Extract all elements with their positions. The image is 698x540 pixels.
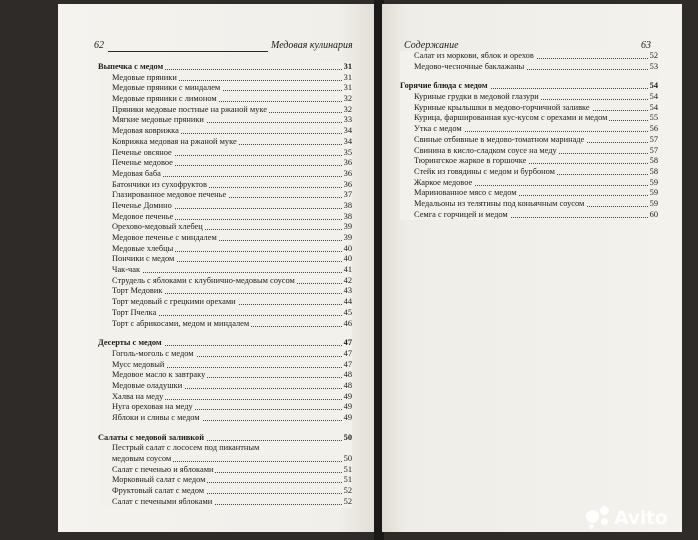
left-running-title: Медовая кулинария (271, 40, 353, 51)
entry-title: Пестрый салат с лососем под пикантным (112, 443, 260, 453)
left-page (58, 4, 376, 532)
entry-page-number: 37 (343, 190, 352, 200)
entry-page-number: 53 (649, 61, 658, 71)
entry-title: медовым соусом (112, 454, 172, 464)
entry-page-number: 49 (343, 402, 352, 412)
toc-entry (400, 146, 658, 157)
entry-title: Струдель с яблоками с клубнично-медовым соусом (112, 275, 295, 285)
entry-title: Мусс медовый (112, 359, 165, 369)
entry-title: Медовые пряники с лимоном (112, 94, 217, 104)
toc-section-heading (400, 81, 658, 92)
entry-page-number: 35 (343, 147, 352, 157)
entry-page-number: 54 (649, 81, 658, 91)
entry-page-number: 57 (649, 134, 658, 144)
entry-title: Свинина в кисло-сладком соусе на меду (414, 145, 557, 155)
toc-entry (400, 103, 658, 114)
entry-page-number: 36 (343, 158, 352, 168)
entry-page-number: 31 (343, 72, 352, 82)
entry-page-number: 50 (343, 432, 352, 442)
toc-entry (98, 381, 352, 392)
entry-page-number: 40 (343, 243, 352, 253)
toc-entry (98, 180, 352, 191)
toc-entry (98, 276, 352, 287)
toc-entry (98, 454, 352, 465)
entry-page-number: 52 (343, 486, 352, 496)
entry-title: Стейк из говядины с медом и бурбоном (414, 166, 555, 176)
toc-entry (400, 113, 658, 124)
toc-entry (98, 475, 352, 486)
entry-page-number: 45 (343, 307, 352, 317)
entry-title: Фруктовый салат с медом (112, 486, 205, 496)
toc-entry (400, 135, 658, 146)
toc-entry (98, 169, 352, 180)
toc-entry (98, 212, 352, 223)
entry-page-number: 36 (343, 168, 352, 178)
entry-page-number: 33 (343, 115, 352, 125)
entry-page-number: 39 (343, 233, 352, 242)
entry-page-number: 51 (343, 475, 352, 485)
entry-title: Медовое печенье с миндалем (112, 233, 217, 242)
toc-entry (400, 62, 658, 73)
toc-entry (400, 188, 658, 199)
entry-title: Чак-чак (112, 265, 141, 275)
entry-title: Медовое печенье (112, 211, 174, 221)
entry-page-number: 36 (343, 179, 352, 189)
toc-entry (400, 92, 658, 103)
section-title: Выпечка с медом (98, 62, 164, 71)
entry-title: Медовая баба (112, 168, 161, 178)
entry-page-number: 59 (649, 177, 658, 187)
entry-title: Коврижка медовая на ржаной муке (112, 136, 237, 146)
right-page-number: 63 (641, 40, 651, 51)
entry-title: Медовые пряники (112, 72, 177, 82)
toc-section-heading (98, 338, 352, 349)
entry-page-number: 32 (343, 104, 352, 114)
entry-page-number: 47 (343, 338, 352, 348)
entry-page-number: 49 (343, 391, 352, 401)
toc-entry (98, 265, 352, 276)
toc-entry (98, 465, 352, 476)
entry-page-number: 47 (343, 348, 352, 358)
section-spacer (98, 424, 352, 433)
section-spacer (98, 329, 352, 338)
entry-title: Маринованное мясо с медом (414, 188, 517, 198)
toc-entry (400, 51, 658, 62)
entry-title: Торт медовый с грецкими орехами (112, 297, 236, 307)
entry-page-number: 31 (343, 83, 352, 93)
toc-entry (98, 392, 352, 403)
entry-title: Медовые оладушки (112, 380, 183, 390)
toc-entry (98, 443, 352, 454)
entry-title: Гоголь-моголь с медом (112, 348, 194, 358)
left-toc (98, 62, 352, 508)
entry-title: Салат с печенью и яблоками (112, 464, 214, 474)
toc-entry (400, 199, 658, 210)
toc-entry (98, 105, 352, 116)
entry-title: Свиные отбивные в медово-томатном маринаде (414, 134, 585, 144)
entry-page-number: 52 (343, 496, 352, 506)
entry-page-number: 51 (343, 464, 352, 474)
entry-title: Нуга ореховая на меду (112, 402, 193, 412)
toc-entry (98, 137, 352, 148)
toc-section-heading (98, 433, 352, 444)
entry-page-number: 32 (343, 94, 352, 104)
entry-page-number: 59 (649, 198, 658, 208)
entry-title: Мягкие медовые пряники (112, 115, 204, 125)
entry-page-number: 41 (343, 265, 352, 275)
entry-page-number: 40 (343, 254, 352, 264)
entry-title: Торт Медовик (112, 286, 163, 296)
entry-title: Морковный салат с медом (112, 475, 206, 485)
entry-page-number: 59 (649, 188, 658, 198)
right-toc (400, 51, 658, 220)
entry-page-number: 58 (649, 166, 658, 176)
entry-title: Торт с абрикосами, медом и миндалем (112, 318, 250, 328)
entry-title: Печенье медовое (112, 158, 173, 168)
entry-title: Печенье овсяное (112, 147, 172, 157)
toc-entry (98, 126, 352, 137)
toc-section-heading (98, 62, 352, 73)
toc-entry (98, 190, 352, 201)
toc-entry (98, 158, 352, 169)
section-spacer (400, 72, 658, 81)
entry-title: Куриные крылышки в медово-горчичной заливке (414, 102, 590, 112)
section-title: Салаты с медовой заливкой (98, 432, 205, 442)
toc-entry (400, 156, 658, 167)
entry-page-number: 31 (343, 62, 352, 71)
section-title: Десерты с медом (98, 338, 162, 348)
entry-title: Яблоки и сливы с медом (112, 413, 200, 422)
entry-title: Глазированное медовое печенье (112, 190, 227, 200)
toc-entry (98, 308, 352, 319)
entry-page-number: 54 (649, 92, 658, 102)
section-title: Горячие блюда с медом (400, 81, 488, 91)
entry-page-number: 47 (343, 359, 352, 369)
left-page-number: 62 (94, 40, 104, 51)
entry-title: Салат с печеными яблоками (112, 496, 213, 506)
right-running-title: Содержание (404, 40, 459, 51)
avito-logo-icon (586, 506, 610, 530)
entry-page-number: 34 (343, 126, 352, 136)
entry-title: Семга с горчицей и медом (414, 209, 508, 219)
entry-page-number: 50 (343, 454, 352, 464)
entry-title: Медово-чесночные баклажаны (414, 61, 525, 71)
toc-entry (400, 210, 658, 221)
toc-entry (400, 178, 658, 189)
toc-entry (98, 148, 352, 159)
toc-entry (98, 486, 352, 497)
entry-page-number: 58 (649, 156, 658, 166)
entry-title: Жаркое медовое (414, 177, 473, 187)
entry-page-number: 48 (343, 380, 352, 390)
entry-page-number: 55 (649, 113, 658, 123)
toc-entry (98, 73, 352, 84)
entry-page-number: 48 (343, 370, 352, 380)
toc-entry (98, 115, 352, 126)
right-page (382, 4, 682, 532)
entry-page-number: 42 (343, 275, 352, 285)
dot-leader (120, 272, 344, 273)
toc-entry (98, 370, 352, 381)
entry-page-number: 57 (649, 145, 658, 155)
entry-title: Медальоны из телятины под коньячным соусом (414, 198, 585, 208)
entry-page-number: 38 (343, 200, 352, 210)
toc-entry (98, 94, 352, 105)
entry-page-number: 34 (343, 136, 352, 146)
entry-page-number: 44 (343, 297, 352, 307)
entry-page-number: 43 (343, 286, 352, 296)
avito-wordmark: Avito (614, 507, 668, 529)
entry-page-number: 49 (343, 413, 352, 422)
entry-title: Утка с медом (414, 124, 462, 134)
entry-page-number: 54 (649, 102, 658, 112)
entry-title: Медовое масло к завтраку (112, 370, 206, 380)
entry-title: Торт Пчелка (112, 307, 157, 317)
toc-entry (98, 254, 352, 265)
toc-entry (98, 83, 352, 94)
entry-page-number: 56 (649, 124, 658, 134)
avito-watermark (586, 504, 688, 532)
toc-entry (98, 497, 352, 508)
entry-title: Медовая коврижка (112, 126, 179, 136)
toc-entry (400, 167, 658, 178)
entry-title: Медовые пряники с миндалем (112, 83, 221, 93)
entry-title: Халва на меду (112, 391, 164, 401)
entry-title: Печенье Домино (112, 200, 172, 210)
entry-title: Батончики из сухофруктов (112, 179, 207, 189)
toc-entry (98, 297, 352, 308)
entry-title: Пончики с медом (112, 254, 175, 264)
toc-entry (98, 233, 352, 244)
entry-page-number: 46 (343, 318, 352, 328)
entry-title: Тюрингское жаркое в горшочке (414, 156, 527, 166)
entry-page-number: 38 (343, 211, 352, 221)
entry-page-number: 39 (343, 222, 352, 232)
toc-entry (98, 349, 352, 360)
toc-entry (98, 360, 352, 371)
entry-title: Пряники медовые постные на ржаной муке (112, 104, 267, 114)
toc-entry (98, 244, 352, 255)
entry-title: Орехово-медовый хлебец (112, 222, 203, 232)
toc-entry (98, 286, 352, 297)
entry-title: Салат из моркови, яблок и орехов (414, 51, 534, 60)
header-rule (108, 51, 268, 52)
entry-title: Медовые хлебцы (112, 243, 174, 253)
entry-page-number: 52 (649, 51, 658, 60)
toc-entry (98, 201, 352, 212)
entry-page-number: 60 (649, 209, 658, 219)
toc-entry (98, 222, 352, 233)
toc-entry (400, 124, 658, 135)
toc-entry (98, 413, 352, 424)
entry-title: Куриные грудки в медовой глазури (414, 92, 539, 102)
toc-entry (98, 319, 352, 330)
toc-entry (98, 402, 352, 413)
entry-title: Курица, фаршированная кус-кусом с орехами и медом (414, 113, 608, 123)
